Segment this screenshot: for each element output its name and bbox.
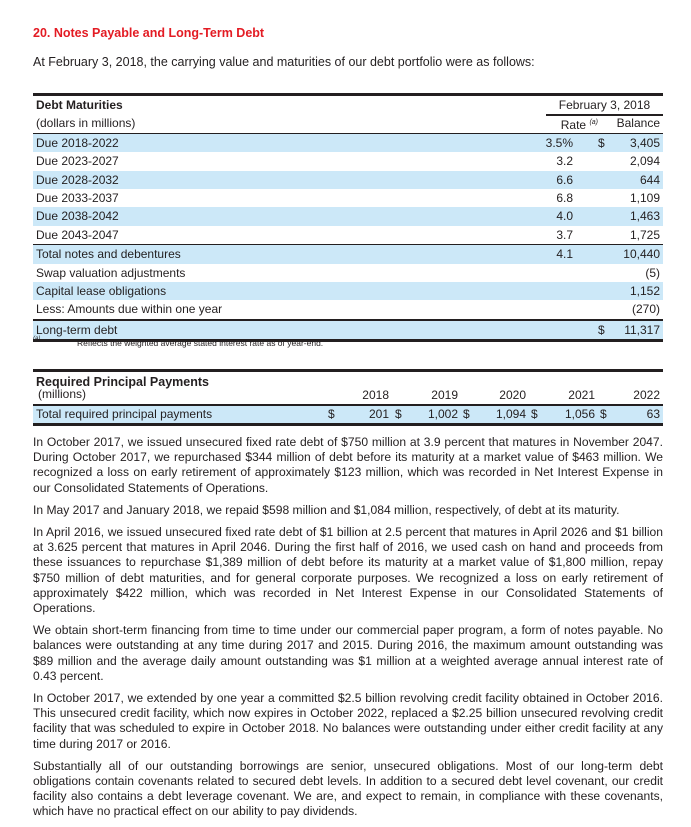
- table-title: Debt Maturities: [36, 98, 123, 112]
- balance-value: 10,440: [623, 247, 660, 262]
- intro-text: At February 3, 2018, the carrying value and maturities of our debt portfolio were as follows:: [33, 55, 535, 69]
- period-header: February 3, 2018: [546, 96, 663, 116]
- rate-value: 3.2: [556, 154, 573, 169]
- table-subheader-row: [33, 114, 663, 133]
- balance-value: 1,725: [629, 227, 660, 242]
- row-label: Total notes and debentures: [36, 247, 181, 262]
- row-label: Long-term debt: [36, 322, 118, 337]
- balance-header: Balance: [616, 116, 660, 131]
- rate-value: 6.8: [556, 190, 573, 205]
- table-row: [33, 207, 663, 225]
- table-row: [33, 171, 663, 189]
- row-label: Swap valuation adjustments: [36, 265, 186, 280]
- dollar-sign: $: [463, 407, 470, 421]
- balance-value: 1,109: [629, 190, 660, 205]
- table-row: [33, 406, 663, 426]
- table-row: [33, 300, 663, 318]
- footnote-text: Reflects the weighted average stated interest rate as of year-end.: [77, 338, 324, 348]
- balance-value: 1,463: [629, 209, 660, 224]
- dollar-sign: $: [598, 322, 605, 337]
- dollar-sign: $: [600, 407, 607, 421]
- section-title: 20. Notes Payable and Long-Term Debt: [33, 26, 265, 40]
- balance-value: 11,317: [624, 322, 660, 337]
- total-notes-row: [33, 244, 663, 263]
- table-row: [33, 189, 663, 207]
- paragraph: In October 2017, we extended by one year a committed $2.5 billion revolving credit facility obtained in October 2016. This unsecured credit facility, which now expires in October 2022, replaced a $2.25 billion unsecured revolving credit facility that was scheduled to expire in October 2018. No balances were outstanding under either credit facility at any time during 2017 or 2016.: [33, 691, 663, 751]
- balance-value: 3,405: [629, 135, 660, 150]
- table-title: Required Principal Payments: [36, 375, 209, 389]
- rate-value: 4.1: [556, 247, 573, 262]
- paragraph: In April 2016, we issued unsecured fixed rate debt of $1 billion at 2.5 percent that matures in April 2026 and $1 billion at 3.625 percent that matures in April 2046. During the first half of 2016, we used cash on hand and proceeds from these issuances to repurchase $1,389 million of debt before its maturity at a market value of $1,800 million, repay $750 million of debt maturities, and for general corporate purposes. We recognized a loss on early retirement of approximately $422 million, which was recorded in Net Interest Expense in our Consolidated Statements of Operations.: [33, 525, 663, 616]
- payment-value: 1,002: [427, 407, 458, 421]
- payment-value: 63: [646, 407, 660, 421]
- dollar-sign: $: [395, 407, 402, 421]
- balance-value: 2,094: [629, 154, 660, 169]
- row-label: Due 2038-2042: [36, 209, 119, 224]
- paragraph: Substantially all of our outstanding borrowings are senior, unsecured obligations. Most of our long-term debt obligations contain covenants related to secured debt levels. In addition to a secured debt level covenant, our credit facility also contains a debt leverage covenant. We are, and expect to remain, in compliance with these covenants, which have no practical effect on our ability to pay dividends.: [33, 758, 663, 819]
- footnote-marker: (a): [589, 119, 598, 127]
- row-label: Less: Amounts due within one year: [36, 302, 223, 317]
- row-label: Due 2043-2047: [36, 227, 119, 242]
- rate-header: Rate $^{(a)}$: [560, 118, 598, 133]
- row-label: Due 2028-2032: [36, 172, 119, 187]
- table-row: [33, 226, 663, 244]
- row-label: Due 2033-2037: [36, 190, 119, 205]
- table-row: [33, 264, 663, 282]
- rate-value: 4.0: [556, 209, 573, 224]
- debt-maturities-table: [33, 93, 663, 342]
- year-header: 2020: [499, 388, 526, 402]
- principal-payments-table: [33, 369, 663, 426]
- table-row: [33, 134, 663, 152]
- row-label: Capital lease obligations: [36, 283, 167, 298]
- notes-body: [33, 435, 663, 827]
- table-row: [33, 282, 663, 300]
- table-subtitle: (millions): [38, 387, 86, 401]
- table-header-row: [33, 372, 663, 406]
- paragraph: In October 2017, we issued unsecured fixed rate debt of $750 million at 3.9 percent that matures in November 2047. During October 2017, we repurchased $344 million of debt before its maturity at a market value of $463 million. We recognized a loss on early retirement of approximately $123 million, which was recorded in Net Interest Expense in our Consolidated Statements of Operations.: [33, 435, 663, 495]
- year-header: 2018: [362, 388, 389, 402]
- year-header: 2021: [568, 388, 595, 402]
- rate-value: 3.5%: [545, 135, 573, 150]
- dollar-sign: $: [598, 135, 605, 150]
- balance-value: 1,152: [629, 283, 660, 298]
- footnote-marker: (a): [33, 336, 41, 342]
- year-header: 2022: [633, 388, 660, 402]
- table-subtitle: (dollars in millions): [36, 116, 136, 131]
- rate-value: 3.7: [556, 227, 573, 242]
- rate-value: 6.6: [556, 172, 573, 187]
- table-row: [33, 152, 663, 170]
- dollar-sign: $: [531, 407, 538, 421]
- dollar-sign: $: [328, 407, 335, 421]
- row-label: Due 2018-2022: [36, 135, 119, 150]
- payment-value: 1,056: [564, 407, 595, 421]
- payment-value: 1,094: [495, 407, 526, 421]
- paragraph: We obtain short-term financing from time to time under our commercial paper program, a form of notes payable. No balances were outstanding at any time during 2017 and 2015. During 2016, the maximum amount outstanding was $89 million and the average daily amount outstanding was $1 million at a weighted average annual interest rate of 0.43 percent.: [33, 623, 663, 683]
- balance-value: (270): [631, 302, 660, 317]
- balance-value: (5): [645, 265, 660, 280]
- year-header: 2019: [431, 388, 458, 402]
- table-header-row: [33, 96, 663, 114]
- row-label: Total required principal payments: [36, 407, 213, 421]
- payment-value: 201: [368, 407, 389, 421]
- balance-value: 644: [639, 172, 660, 187]
- paragraph: In May 2017 and January 2018, we repaid $598 million and $1,084 million, respectively, of debt at its maturity.: [33, 502, 620, 517]
- row-label: Due 2023-2027: [36, 154, 119, 169]
